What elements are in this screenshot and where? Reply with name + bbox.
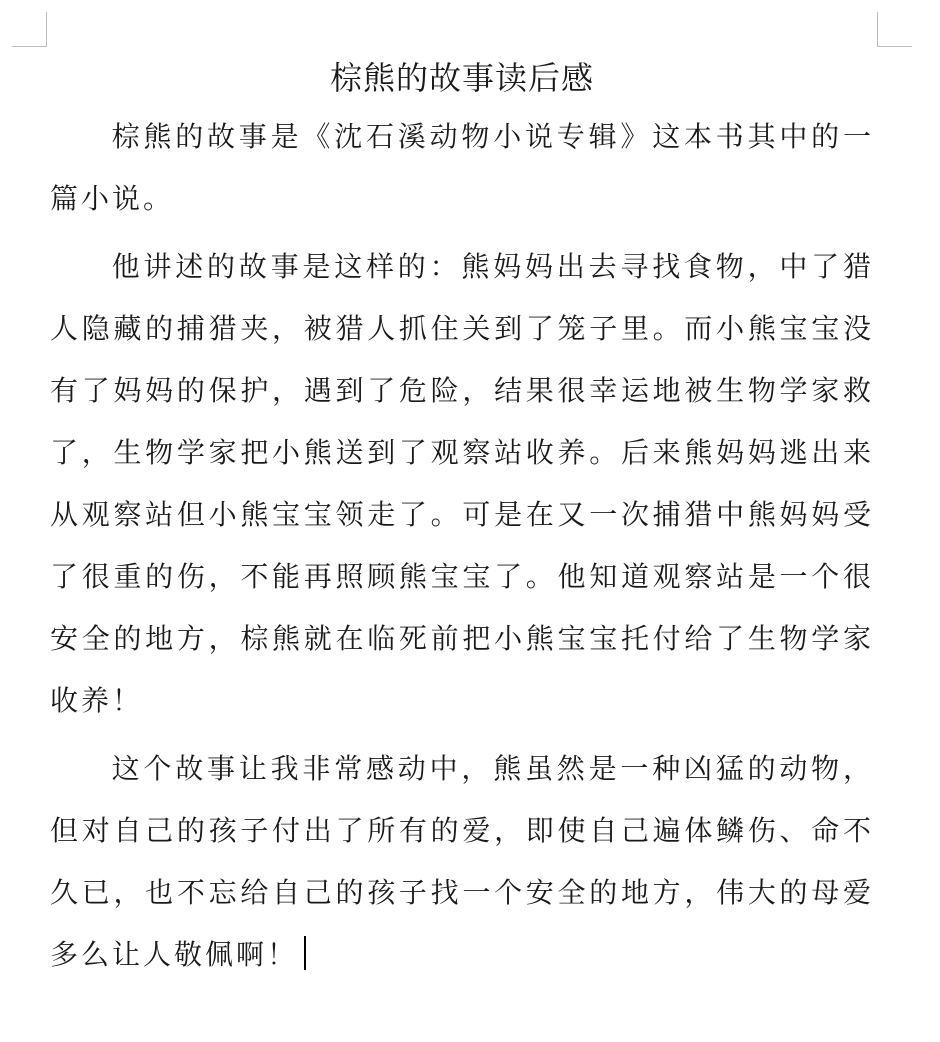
text-cursor (304, 936, 306, 970)
page-corner-mark-top-right (877, 12, 912, 47)
document-page[interactable] (50, 50, 874, 992)
page-corner-mark-top-left (12, 12, 47, 47)
paragraph-3-text: 这个故事让我非常感动中，熊虽然是一种凶猛的动物，但对自己的孩子付出了所有的爱，即使自己遍体鳞伤、命不久已，也不忘给自己的孩子找一个安全的地方，伟大的母爱多么让人敬佩啊！ (50, 752, 874, 971)
paragraph-2-text: 他讲述的故事是这样的：熊妈妈出去寻找食物，中了猎人隐藏的捕猎夹，被猎人抓住关到了笼子里。而小熊宝宝没有了妈妈的保护，遇到了危险，结果很幸运地被生物学家救了，生物学家把小熊送到了观察站收养。后来熊妈妈逃出来从观察站但小熊宝宝领走了。可是在又一次捕猎中熊妈妈受了很重的伤，不能再照顾熊宝宝了。他知道观察站是一个很安全的地方，棕熊就在临死前把小熊宝宝托付给了生物学家收养！ (50, 250, 874, 717)
document-title[interactable]: 棕熊的故事读后感 (329, 59, 594, 97)
paragraph-2[interactable] (50, 236, 874, 732)
paragraph-1-text: 棕熊的故事是《沈石溪动物小说专辑》这本书其中的一篇小说。 (50, 120, 874, 215)
paragraph-1[interactable] (50, 106, 874, 230)
paragraph-3[interactable] (50, 738, 874, 986)
